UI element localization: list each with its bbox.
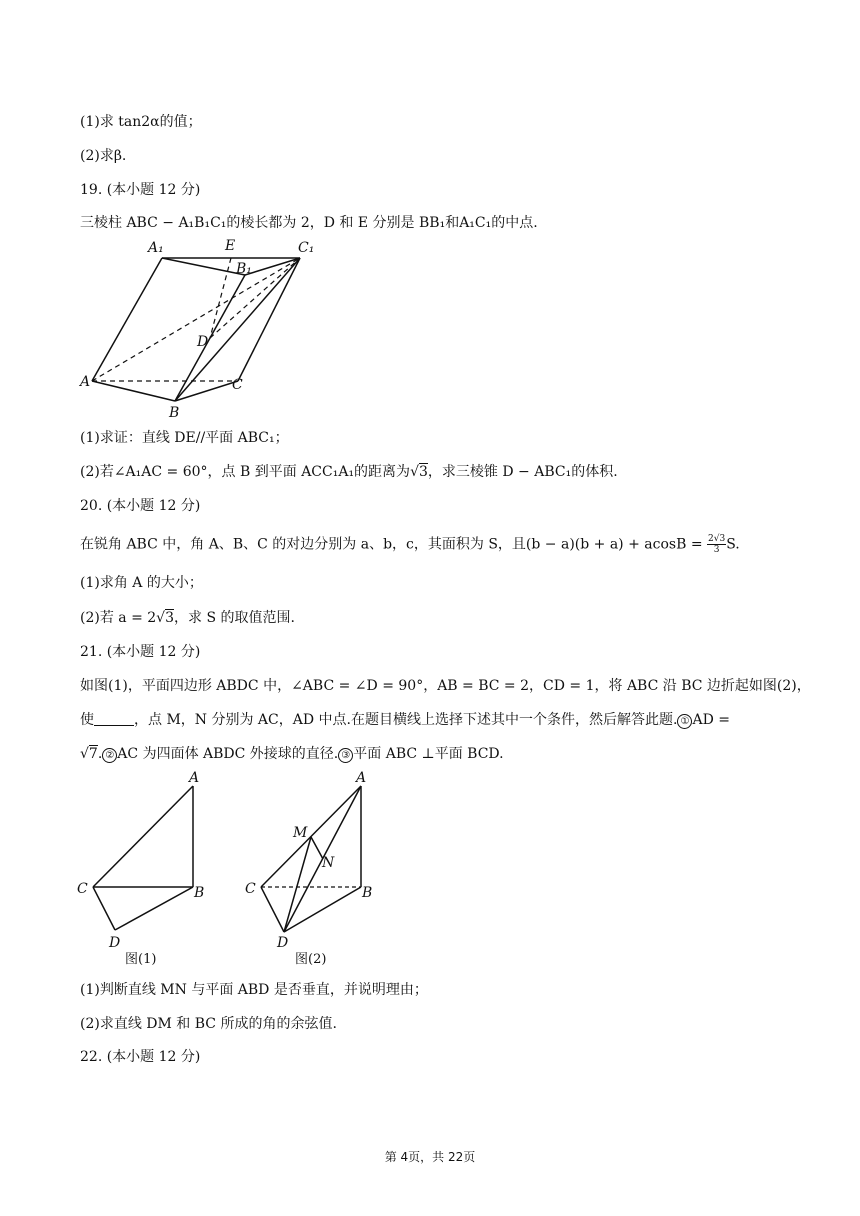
q19-p2-sqrt: 3 [418, 464, 428, 480]
q21-text-2c: AD = [692, 712, 730, 728]
question-21-text-1: 如图(1)，平面四边形 ABDC 中，∠ABC = ∠D = 90°，AB = BC = 2，CD = 1，将 ABC 沿 BC 边折起如图(2)， [80, 678, 811, 694]
question-20-part-2: (2)若 a = 2√3，求 S 的取值范围. [80, 610, 295, 626]
q20-fraction [707, 534, 726, 555]
question-19-part-1: (1)求证：直线 DE//平面 ABC₁； [80, 430, 289, 446]
label-b1: B₁ [236, 261, 252, 277]
figure-2 [240, 766, 400, 971]
q21-text-2a: 使 [80, 712, 94, 728]
q19-p2-text-b: ，求三棱锥 D − ABC₁的体积. [427, 464, 618, 480]
q20-text-a: 在锐角 ABC 中，角 A、B、C 的对边分别为 a、b，c，其面积为 S，且(b − a)(b + a) + acosB = [80, 536, 707, 553]
answer-blank[interactable] [94, 711, 134, 726]
fig1-label-b: B [194, 885, 205, 901]
fig2-label-d: D [277, 935, 289, 951]
question-20-part-1: (1)求角 A 的大小； [80, 575, 203, 591]
q21-text-3b: AC 为四面体 ABDC 外接球的直径. [117, 746, 339, 762]
fig2-label-a: A [356, 770, 367, 786]
label-b: B [169, 405, 180, 421]
label-c1: C₁ [298, 240, 315, 256]
q20-text-b: S. [726, 536, 740, 553]
fig2-label-n: N [322, 855, 335, 871]
question-20-header: 20. (本小题 12 分) [80, 498, 201, 514]
question-18-part-1: (1)求 tan2α的值； [80, 114, 202, 130]
question-19-part-2: (2)若∠A₁AC = 60°，点 B 到平面 ACC₁A₁的距离为√3，求三棱锥 D − ABC₁的体积. [80, 464, 618, 480]
condition-3-marker: ③ [338, 748, 353, 763]
fig1-caption: 图(1) [125, 952, 157, 967]
q20-p2-text-a: (2)若 a = 2 [80, 610, 157, 626]
q21-text-3c: 平面 ABC ⊥平面 BCD. [353, 746, 504, 762]
question-20-text [80, 534, 740, 555]
fig2-label-c: C [245, 881, 256, 897]
condition-1-marker: ① [677, 714, 692, 729]
q20-frac-den: 3 [713, 545, 720, 555]
fig2-label-m: M [293, 825, 308, 841]
label-e: E [225, 238, 236, 254]
fig1-label-a: A [189, 770, 200, 786]
question-21-part-1: (1)判断直线 MN 与平面 ABD 是否垂直，并说明理由； [80, 982, 428, 998]
fig1-label-d: D [109, 935, 121, 951]
fig2-label-b: B [362, 885, 373, 901]
q20-p2-sqrt: 3 [165, 610, 175, 626]
question-21-header: 21. (本小题 12 分) [80, 644, 201, 660]
q20-p2-text-b: ，求 S 的取值范围. [174, 610, 295, 626]
q19-p2-text-a: (2)若∠A₁AC = 60°，点 B 到平面 ACC₁A₁的距离为 [80, 464, 411, 480]
question-19-text: 三棱柱 ABC − A₁B₁C₁的棱长都为 2，D 和 E 分别是 BB₁和A₁C₁的中点. [80, 215, 538, 231]
question-18-part-2: (2)求β. [80, 148, 127, 164]
prism-figure [70, 236, 340, 422]
q21-text-2b: ，点 M，N 分别为 AC，AD 中点.在题目横线上选择下述其中一个条件，然后解答此题. [134, 712, 678, 728]
question-21-text-3: √7. ② AC 为四面体 ABDC 外接球的直径. ③ 平面 ABC ⊥平面 BCD. [80, 746, 504, 762]
label-d: D [197, 334, 209, 350]
fig1-label-c: C [77, 881, 88, 897]
question-22-header: 22. (本小题 12 分) [80, 1049, 201, 1065]
q21-sqrt-7: 7 [88, 746, 98, 762]
label-a1: A₁ [148, 240, 164, 256]
label-c: C [232, 377, 243, 393]
label-a: A [80, 374, 91, 390]
fig2-caption: 图(2) [295, 952, 327, 967]
figure-1 [70, 766, 230, 971]
condition-2-marker: ② [102, 748, 117, 763]
q20-frac-num: 2√3 [708, 534, 726, 544]
question-21-text-2 [80, 710, 730, 730]
page-footer: 第 4页，共 22页 [384, 1150, 476, 1164]
question-19-header: 19. (本小题 12 分) [80, 182, 201, 198]
question-21-part-2: (2)求直线 DM 和 BC 所成的角的余弦值. [80, 1016, 337, 1032]
q21-text-3a: . [97, 746, 103, 762]
